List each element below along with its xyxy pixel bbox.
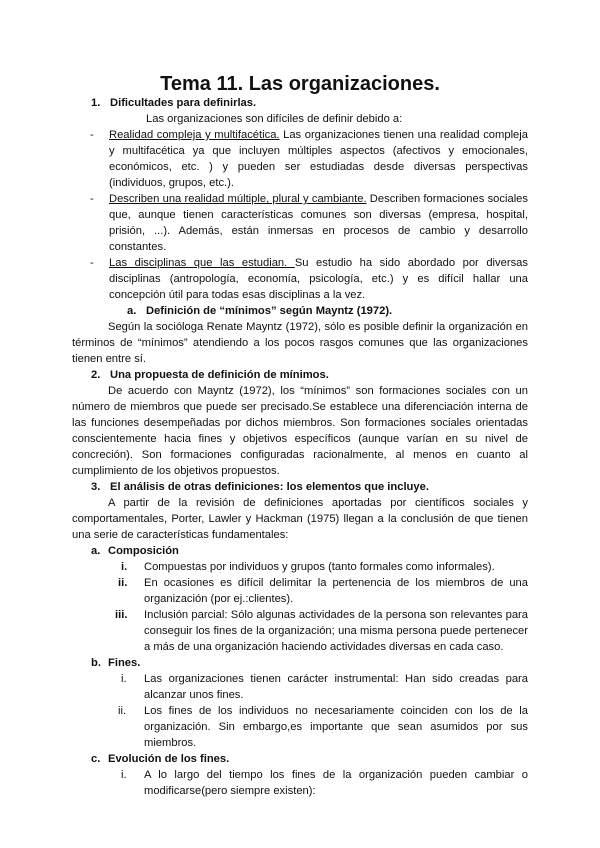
item-3a-iii-line-1: Inclusión parcial: Sólo algunas actividades de la persona son relevantes para — [144, 609, 528, 621]
item-3b-i-line-1: Las organizaciones tienen carácter instrumental: Han sido creadas para — [144, 673, 528, 685]
section-3-line-1: A partir de la revisión de definiciones aportadas por científicos sociales y — [108, 497, 528, 509]
subsection-1a-line-1: Según la socióloga Renate Mayntz (1972), sólo es posible definir la organización en — [108, 321, 528, 333]
item-3a-ii-line-2: organización (por ej.:clientes). — [144, 593, 294, 605]
item-3c-i-line-1: A lo largo del tiempo los fines de la organización pueden cambiar o — [144, 769, 528, 781]
bullet-2-line-3: prisión, ...). Además, están inmersas en procesos de cambio y desarrollo — [109, 225, 528, 237]
bullet-1-line-4: (individuos, grupos, etc.). — [109, 177, 234, 189]
subsection-1a-heading: Definición de “mínimos” según Mayntz (1972). — [146, 305, 393, 317]
section-1-heading: Dificultades para definirlas. — [110, 97, 257, 109]
section-1-intro: Las organizaciones son difíciles de definir debido a: — [146, 113, 403, 125]
bullet-1-line-2: y multifacética ya que incluyen múltiples aspectos (afectivos y emocionales, — [109, 145, 528, 157]
section-3-heading: El análisis de otras definiciones: los elementos que incluye. — [110, 481, 429, 493]
subsection-3c-heading: Evolución de los fines. — [108, 753, 230, 765]
item-3b-ii-line-1: Los fines de los individuos no necesariamente coinciden con los de la — [144, 705, 528, 717]
section-3-line-2: comportamentales, Porter, Lawler y Hackman (1975) llegan a la conclusión de que tienen — [72, 513, 528, 525]
subsection-3b-letter: b. — [91, 657, 101, 669]
item-3a-i-line-1: Compuestas por individuos y grupos (tanto formales como informales). — [144, 561, 495, 573]
bullet-dash: - — [90, 257, 94, 269]
item-3a-iii-line-3: a más de una organización haciendo actividades diversas en cada caso. — [144, 641, 504, 653]
bullet-2-underlined: Describen una realidad múltiple, plural y cambiante. — [109, 193, 367, 205]
item-number: ii. — [118, 577, 128, 589]
item-3a-iii-line-2: conseguir los fines de la organización; una misma persona puede pertenecer — [144, 625, 528, 637]
subsection-1a-line-2: términos de “mínimos” atendiendo a los pocos rasgos comunes que las organizaciones — [72, 337, 528, 349]
bullet-dash: - — [90, 193, 94, 205]
bullet-2-line-4: constantes. — [109, 241, 167, 253]
section-3-line-3: una serie de características fundamentales: — [72, 529, 289, 541]
bullet-2-line-2: que, aunque tienen características comunes son diversas (empresa, hospital, — [109, 209, 528, 221]
bullet-3-line-2: disciplinas (antropología, economía, psicología, etc.) y es difícil hallar una — [109, 273, 528, 285]
bullet-1-line-3: económicos, etc. ) y pueden ser estudiadas desde diversas perspectivas — [109, 161, 528, 173]
section-2-number: 2. — [91, 369, 101, 381]
item-3b-ii-line-3: miembros. — [144, 737, 197, 749]
section-2-line-4: conscientemente hacia fines y objetivos específicos (aunque varían en su nivel de — [72, 433, 528, 445]
item-number: i. — [121, 769, 127, 781]
bullet-dash: - — [90, 129, 94, 141]
subsection-1a-line-3: tienen entre sí. — [72, 353, 147, 365]
item-number: iii. — [115, 609, 128, 621]
section-2-line-1: De acuerdo con Mayntz (1972), los “mínimos” son formaciones sociales con un — [108, 385, 528, 397]
bullet-3-line-3: concepción útil para todas esas disciplinas a la vez. — [109, 289, 366, 301]
bullet-3-underlined: Las disciplinas que las estudian. — [109, 257, 295, 269]
item-number: i. — [121, 673, 127, 685]
item-3b-i-line-2: alcanzar unos fines. — [144, 689, 244, 701]
section-2-line-6: cumplimiento de los objetivos propuestos. — [72, 465, 280, 477]
document-title: Tema 11. Las organizaciones. — [160, 73, 440, 95]
bullet-3-text: Su estudio ha sido abordado por diversas — [294, 257, 528, 269]
section-2-line-2: número de miembros que puede ser precisado.Se establece una diferenciación interna de — [72, 401, 528, 413]
item-number: i. — [121, 561, 128, 573]
section-1-number: 1. — [91, 97, 101, 109]
bullet-1-line-1 — [109, 128, 528, 144]
bullet-2-text: Describen formaciones sociales — [366, 193, 528, 205]
subsection-3b-heading: Fines. — [108, 657, 141, 669]
subsection-3a-heading: Composición — [108, 545, 179, 557]
item-3a-ii-line-1: En ocasiones es difícil delimitar la pertenencia de los miembros de una — [144, 577, 528, 589]
section-2-line-3: las funciones desempeñadas por dichos miembros. Son formaciones sociales orientadas — [72, 417, 528, 429]
item-3b-ii-line-2: organización. Sin embargo,es importante que sean asumidos por sus — [144, 721, 528, 733]
item-number: ii. — [118, 705, 127, 717]
item-3c-i-line-2: modificarse(pero siempre existen): — [144, 785, 316, 797]
section-2-heading: Una propuesta de definición de mínimos. — [110, 369, 329, 381]
section-3-number: 3. — [91, 481, 101, 493]
subsection-1a-letter: a. — [127, 305, 137, 317]
subsection-3a-letter: a. — [91, 545, 101, 557]
section-2-line-5: concreción). Son formaciones configuradas racionalmente, al menos en cuanto al — [72, 449, 528, 461]
bullet-3-line-1 — [109, 256, 528, 272]
subsection-3c-letter: c. — [91, 753, 101, 765]
bullet-1-text: Las organizaciones tienen una realidad compleja — [279, 129, 528, 141]
bullet-2-line-1 — [109, 192, 528, 208]
bullet-1-underlined: Realidad compleja y multifacética. — [109, 129, 280, 141]
